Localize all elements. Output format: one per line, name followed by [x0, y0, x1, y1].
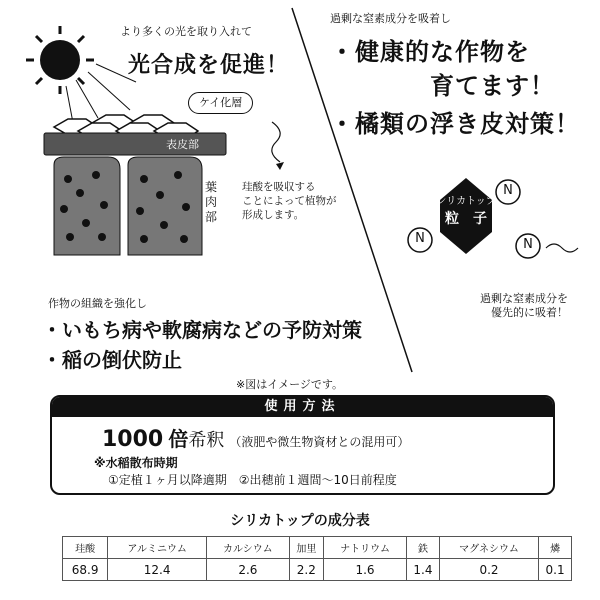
silica-layer-label: ケイ化層	[188, 92, 253, 114]
prevention-bullet-1: ・いもち病や軟腐病などの予防対策	[42, 318, 362, 342]
table-value-cell: 1.6	[323, 559, 406, 581]
benefit-bullet-1: ・健康的な作物を	[330, 38, 530, 66]
particle-label-2: 粒 子	[445, 211, 487, 227]
table-value-cell: 12.4	[108, 559, 207, 581]
dilution-note: （液肥や微生物資材との混用可）	[229, 435, 410, 449]
particle-label-1: シリカトップ	[436, 196, 496, 207]
absorb-note-line: 珪酸を吸収する	[242, 181, 316, 193]
table-header-cell: 鉄	[407, 537, 440, 559]
table-header-cell: 珪酸	[63, 537, 108, 559]
absorb-note-line: 形成します。	[242, 209, 305, 221]
usage-title: 使用方法	[52, 397, 553, 417]
rice-timing: ①定植１ヶ月以降適期 ②出穂前１週間〜10日前程度	[108, 473, 397, 487]
rice-heading: ※水稲散布時期	[94, 456, 178, 470]
dilution-word: 希釈	[188, 430, 225, 451]
table-value-cell: 2.2	[289, 559, 323, 581]
dilution-unit: 倍	[168, 427, 189, 451]
table-header-cell: ナトリウム	[323, 537, 406, 559]
adsorb-note-line: 過剰な窒素成分を	[480, 292, 568, 305]
table-header-cell: アルミニウム	[108, 537, 207, 559]
epidermis-label: 表皮部	[166, 138, 199, 151]
adsorb-note-line: 優先的に吸着！	[491, 306, 568, 319]
prevention-bullet-2: ・稲の倒伏防止	[42, 348, 182, 372]
table-header-cell: マグネシウム	[439, 537, 538, 559]
table-value-cell: 0.2	[439, 559, 538, 581]
usage-box	[50, 395, 555, 495]
nitrogen-symbol: N	[523, 237, 533, 252]
table-header-row	[63, 537, 572, 559]
table-value-cell: 2.6	[207, 559, 290, 581]
image-note: ※図はイメージです。	[236, 378, 344, 391]
table-value-cell: 1.4	[407, 559, 440, 581]
table-header-cell: 燐	[539, 537, 572, 559]
nitrogen-symbol: N	[503, 183, 513, 198]
nitrogen-caption: 過剰な窒素成分を吸着し	[330, 12, 451, 25]
table-value-row	[63, 559, 572, 581]
table-value-cell: 68.9	[63, 559, 108, 581]
dilution-number: 1000	[102, 427, 164, 452]
mesophyll-label: 葉肉部	[205, 180, 218, 224]
composition-title: シリカトップの成分表	[230, 513, 370, 529]
benefit-bullet-1-cont: 育てます！	[430, 72, 555, 100]
composition-table	[62, 536, 572, 581]
benefit-bullet-2: ・橘類の浮き皮対策！	[330, 110, 580, 138]
absorb-note-line: ことによって植物が	[242, 195, 337, 207]
nitrogen-symbol: N	[415, 231, 425, 246]
table-value-cell: 0.1	[539, 559, 572, 581]
light-caption: より多くの光を取り入れて	[120, 25, 252, 38]
curved-arrow-icon	[262, 118, 292, 173]
photosynthesis-headline: 光合成を促進！	[128, 53, 290, 78]
table-header-cell: カルシウム	[207, 537, 290, 559]
tissue-caption: 作物の組織を強化し	[48, 297, 147, 310]
table-header-cell: 加里	[289, 537, 323, 559]
